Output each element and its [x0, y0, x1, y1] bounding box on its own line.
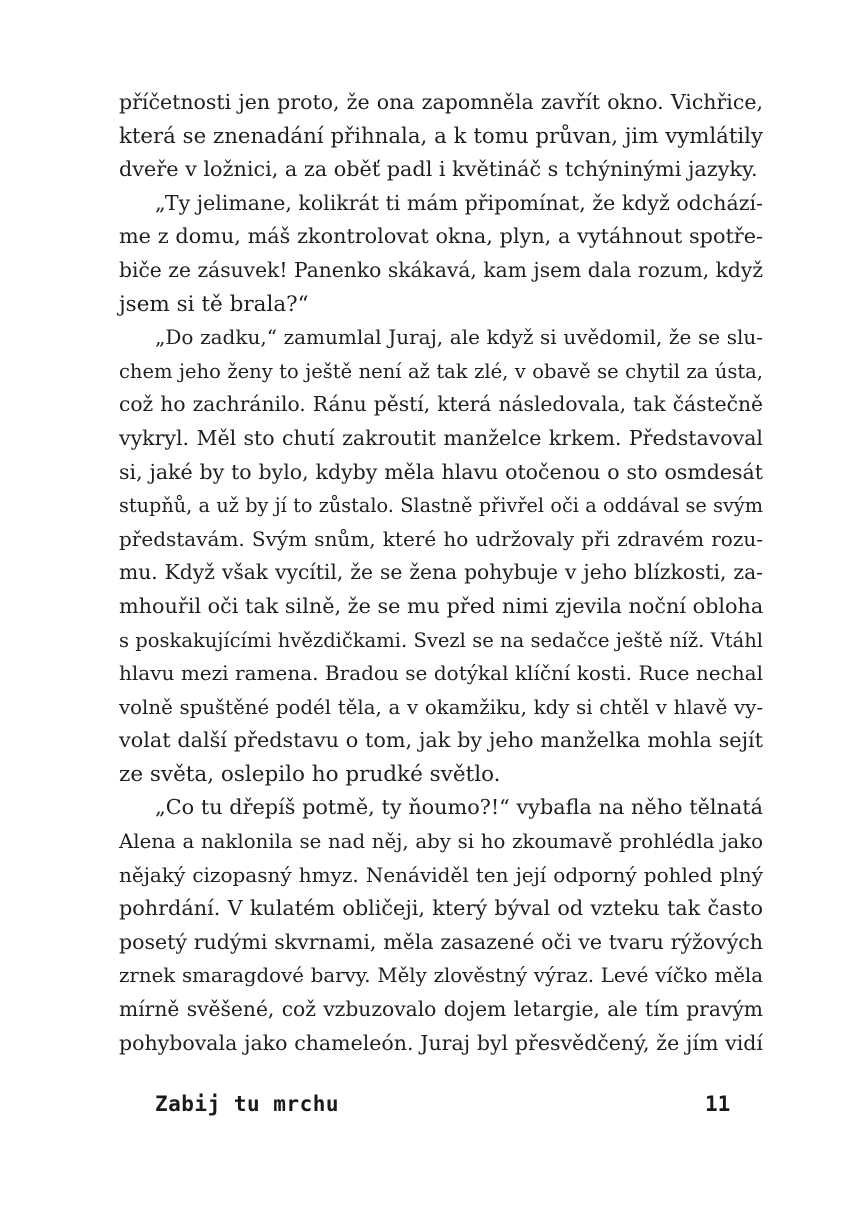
text-line: chem jeho ženy to ještě není až tak zlé, v obavě se chytil za ústa, [119, 359, 763, 383]
text-line: příčetnosti jen proto, že ona zapomněla zavřít okno. Vichřice, [119, 90, 763, 114]
text-line: „Ty jelimane, kolikrát ti mám připomínat, že když odchází- [155, 190, 763, 215]
text-line: mírně svěšené, což vzbuzovalo dojem letargie, ale tím pravým [119, 997, 763, 1022]
text-line: posetý rudými skvrnami, měla zasazené oči ve tvaru rýžových [119, 929, 763, 954]
text-line: ze světa, oslepilo ho prudké světlo. [119, 761, 501, 787]
text-line: nějaký cizopasný hmyz. Nenáviděl ten její odporný pohled plný [119, 862, 763, 887]
text-line: mhouřil oči tak silně, že se mu před nimi zjevila noční obloha [119, 593, 764, 618]
text-line: pohrdání. V kulatém obličeji, který býval od vzteku tak často [119, 896, 763, 921]
text-line: „Co tu dřepíš potmě, ty ňoumo?!“ vybafla na něho tělnatá [155, 795, 763, 820]
text-line: zrnek smaragdové barvy. Měly zlověstný výraz. Levé víčko měla [119, 964, 763, 988]
text-line: biče ze zásuvek! Panenko skákavá, kam jsem dala rozum, když [119, 257, 763, 282]
text-line: volně spuštěné podél těla, a v okamžiku, kdy si chtěl v hlavě vy- [119, 695, 763, 719]
text-line: „Do zadku,“ zamumlal Juraj, ale když si uvědomil, že se slu- [155, 325, 763, 350]
text-line: si, jaké by to bylo, kdyby měla hlavu otočenou o sto osmdesát [119, 459, 763, 484]
text-line: Alena a naklonila se nad něj, aby si ho zkoumavě prohlédla jako [119, 830, 763, 854]
text-line: s poskakujícími hvězdičkami. Svezl se na sedačce ještě níž. Vtáhl [119, 628, 763, 652]
body-text [119, 86, 763, 1060]
text-line: představám. Svým snům, které ho udržovaly při zdravém rozu- [119, 526, 763, 551]
text-line: jsem si tě brala?“ [119, 291, 309, 317]
text-line: volat další představu o tom, jak by jeho manželka mohla sejít [119, 728, 763, 753]
text-line: dveře v ložnici, a za oběť padl i květináč s tchýninými jazyky. [119, 157, 758, 182]
text-line: mu. Když však vycítil, že se žena pohybuje v jeho blízkosti, za- [119, 560, 763, 585]
text-line: me z domu, máš zkontrolovat okna, plyn, a vytáhnout spotře- [119, 224, 763, 249]
text-line: pohybovala jako chameleón. Juraj byl přesvědčený, že jím vidí [119, 1030, 763, 1055]
text-line: vykryl. Měl sto chutí zakroutit manželce krkem. Představoval [119, 425, 763, 450]
page-number: 11 [705, 1092, 731, 1116]
running-footer-title: Zabij tu mrchu [155, 1092, 340, 1116]
text-line: stupňů, a už by jí to zůstalo. Slastně přivřel oči a oddával se svým [119, 494, 763, 518]
text-line: což ho zachránilo. Ránu pěstí, která následovala, tak částečně [119, 392, 763, 417]
text-line: hlavu mezi ramena. Bradou se dotýkal klíční kosti. Ruce nechal [119, 661, 763, 686]
text-line: která se znenadání přihnala, a k tomu průvan, jim vymlátily [119, 123, 763, 149]
